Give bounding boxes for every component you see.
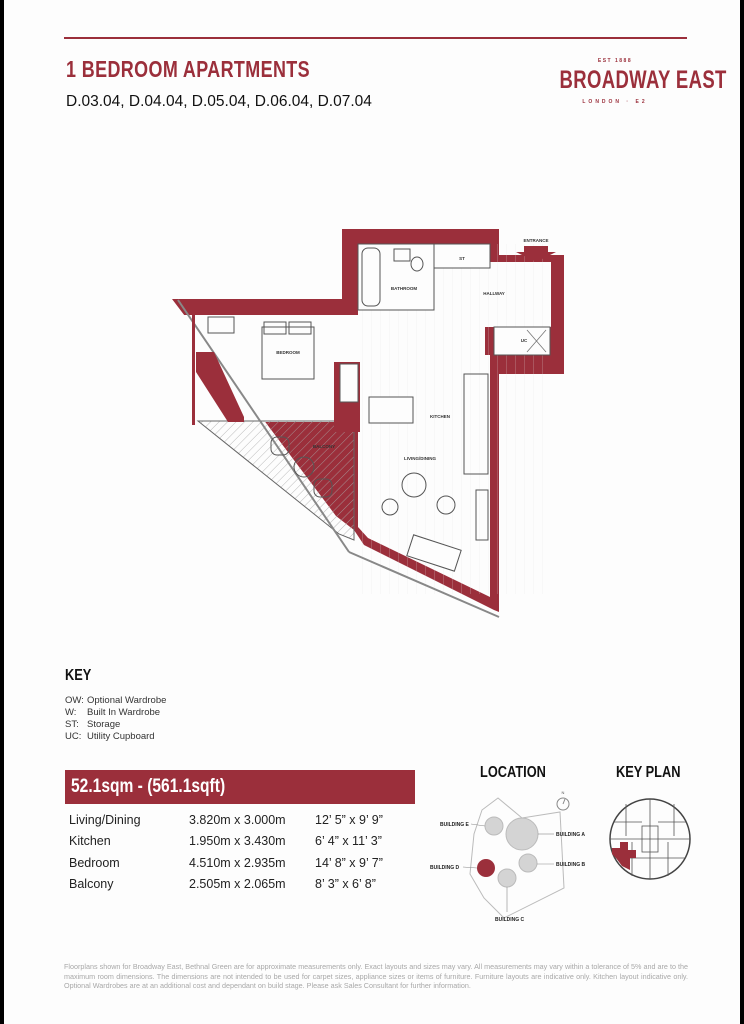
key-item: ST: Storage (65, 719, 121, 730)
location-map (424, 788, 594, 928)
location-title: LOCATION (480, 764, 546, 781)
room-label-bathroom: BATHROOM (390, 286, 418, 291)
room-label-living: LIVING/DINING (403, 456, 437, 461)
logo-name: BROADWAY EAST (559, 66, 727, 94)
table-row: Living/Dining 3.820m x 3.000m 12’ 5” x 9’ 9” (69, 812, 383, 827)
label-building-e: BUILDING E (440, 822, 469, 828)
room-label-kitchen: KITCHEN (430, 414, 450, 419)
room-label-hallway: HALLWAY (483, 291, 505, 296)
room-dimensions-table (69, 809, 425, 895)
label-building-d: BUILDING D (430, 865, 460, 871)
key-title: KEY (65, 667, 92, 684)
label-building-c: BUILDING C (495, 917, 525, 923)
room-label-entrance: ENTRANCE (523, 238, 549, 243)
key-item: W: Built In Wardrobe (65, 707, 161, 718)
key-item: UC: Utility Cupboard (65, 731, 155, 742)
unit-numbers: D.03.04, D.04.04, D.05.04, D.06.04, D.07.04 (66, 93, 372, 110)
room-label-balcony: BALCONY (312, 444, 336, 449)
label-building-b: BUILDING B (556, 862, 586, 868)
broadway-east-logo (540, 58, 727, 105)
total-area: 52.1sqm - (561.1sqft) (71, 776, 226, 797)
brochure-page (4, 0, 740, 1024)
logo-established: EST 1888 (597, 58, 633, 64)
label-building-a: BUILDING A (556, 832, 585, 838)
page-title: 1 BEDROOM APARTMENTS (66, 56, 311, 82)
room-label-bedroom: BEDROOM (276, 350, 300, 355)
room-label-storage: ST (459, 256, 465, 261)
header-rule (64, 37, 687, 39)
total-area-banner (65, 770, 415, 804)
table-row: Bedroom 4.510m x 2.935m 14’ 8” x 9’ 7” (69, 855, 383, 870)
keyplan-title: KEY PLAN (616, 764, 681, 781)
logo-city: LONDON · E2 (582, 99, 648, 105)
table-row: Balcony 2.505m x 2.065m 8’ 3” x 6’ 8” (69, 877, 376, 892)
key-plan-diagram (602, 796, 698, 882)
key-item: OW: Optional Wardrobe (65, 695, 167, 706)
disclaimer: Floorplans shown for Broadway East, Bethnal Green are for approximate measurements only. Exact layouts and sizes may vary. All measurements may vary within a tolerance of 5% and are to the maximum room dimensions. The dimensions are not intended to be used for carpet sizes, appliance sizes or items of furniture. Furniture layouts are indicative only. Kitchen layout indicative only. Optional Wardrobes are at an additional cost and dependant on build stage. Please ask Sales Consultant for further information. (64, 962, 688, 990)
table-row: Kitchen 1.950m x 3.430m 6’ 4” x 11’ 3” (69, 834, 382, 849)
floorplan (164, 222, 584, 622)
key-list (65, 695, 166, 743)
room-label-utility: UC (520, 338, 528, 343)
svg-text:N: N (561, 790, 565, 795)
